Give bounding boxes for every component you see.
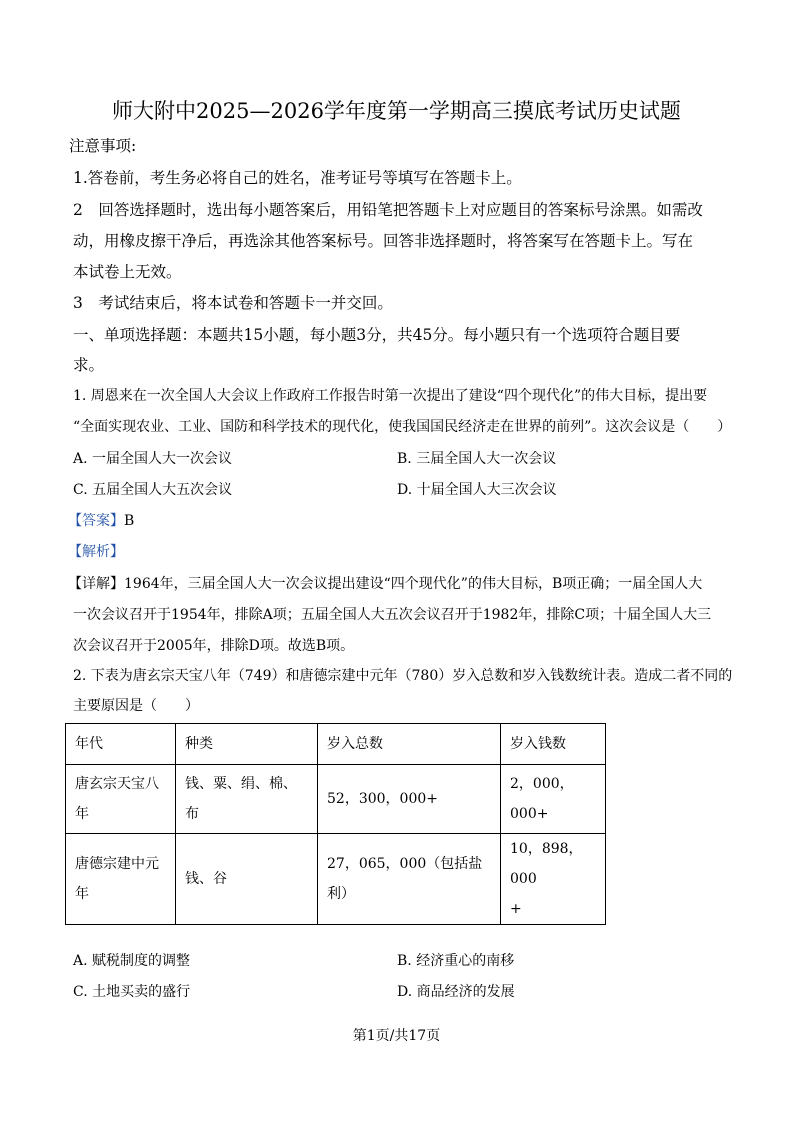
q1-stem-line1: 1. 周恩来在一次全国人大会议上作政府工作报告时第一次提出了建设“四个现代化”的伟大目标，提出要 — [73, 388, 708, 404]
q1-answer — [68, 512, 134, 531]
cell-era — [66, 834, 176, 925]
answer-label: 【答案】 — [68, 513, 124, 529]
revenue-table — [65, 723, 606, 925]
q1-option-d: D. 十届全国人大三次会议 — [397, 482, 557, 498]
cell-cash-line1: 10，898，000 — [510, 841, 583, 887]
cell-era-line1: 唐玄宗天宝八 — [75, 776, 159, 792]
q2-stem-line2: 主要原因是（ ） — [73, 698, 199, 714]
cell-total: 52，300，000+ — [318, 765, 501, 834]
q1-detail-line1 — [68, 575, 702, 594]
cell-cash-line2: + — [510, 901, 522, 917]
detail-label: 【详解】 — [68, 576, 124, 592]
q1-stem-line2: “全面实现农业、工业、国防和科学技术的现代化，使我国国民经济走在世界的前列”。这次会议是（ ） — [73, 419, 732, 435]
section-heading-line2: 求。 — [73, 356, 105, 374]
cell-era-line1: 唐德宗建中元 — [75, 856, 159, 872]
answer-value: B — [124, 513, 135, 529]
header-kind: 种类 — [176, 724, 318, 765]
q1-option-a: A. 一届全国人大一次会议 — [73, 451, 233, 467]
cell-era-line2: 年 — [75, 886, 89, 902]
cell-cash — [501, 834, 606, 925]
cell-kind: 钱、谷 — [176, 834, 318, 925]
page-title: 师大附中2025—2026学年度第一学期高三摸底考试历史试题 — [112, 99, 681, 123]
cell-era — [66, 765, 176, 834]
q2-option-d: D. 商品经济的发展 — [397, 984, 515, 1000]
page-footer: 第1页/共17页 — [352, 1028, 441, 1044]
q1-option-c: C. 五届全国人大五次会议 — [73, 482, 233, 498]
notice-item-2-line2: 动，用橡皮擦干净后，再选涂其他答案标号。回答非选择题时，将答案写在答题卡上。写在 — [73, 232, 694, 250]
section-heading-line1: 一、单项选择题：本题共15小题，每小题3分，共45分。每小题只有一个选项符合题目要 — [73, 326, 681, 344]
table-row — [66, 765, 606, 834]
q2-option-b: B. 经济重心的南移 — [397, 953, 515, 969]
q2-stem-line1: 2. 下表为唐玄宗天宝八年（749）和唐德宗建中元年（780）岁入总数和岁入钱数统计表。造成二者不同的 — [73, 668, 733, 684]
q2-option-a: A. 赋税制度的调整 — [73, 953, 191, 969]
notice-item-2-line3: 本试卷上无效。 — [73, 263, 182, 281]
notice-heading: 注意事项: — [69, 137, 137, 155]
header-era: 年代 — [66, 724, 176, 765]
header-cash: 岁入钱数 — [501, 724, 606, 765]
q2-option-c: C. 土地买卖的盛行 — [73, 984, 191, 1000]
notice-item-2-line1: 2 回答选择题时，选出每小题答案后，用铅笔把答题卡上对应题目的答案标号涂黑。如需改 — [73, 201, 703, 219]
detail-text-1: 1964年，三届全国人大一次会议提出建设“四个现代化”的伟大目标，B项正确；一届全国人大 — [124, 576, 703, 592]
q1-detail-line3: 次会议召开于2005年，排除D项。故选B项。 — [73, 638, 355, 654]
notice-item-3: 3 考试结束后，将本试卷和答题卡一并交回。 — [73, 294, 393, 312]
table-header-row — [66, 724, 606, 765]
cell-kind: 钱、粟、绢、棉、布 — [176, 765, 318, 834]
table-row — [66, 834, 606, 925]
cell-total: 27，065，000（包括盐利） — [318, 834, 501, 925]
cell-cash: 2，000，000+ — [501, 765, 606, 834]
header-total: 岁入总数 — [318, 724, 501, 765]
analysis-label: 【解析】 — [68, 544, 124, 560]
cell-era-line2: 年 — [75, 806, 89, 822]
q1-detail-line2: 一次会议召开于1954年，排除A项；五届全国人大五次会议召开于1982年，排除C项；十届全国人大三 — [73, 607, 712, 623]
q1-option-b: B. 三届全国人大一次会议 — [397, 451, 557, 467]
notice-item-1: 1.答卷前，考生务必将自己的姓名，准考证号等填写在答题卡上。 — [73, 169, 522, 187]
